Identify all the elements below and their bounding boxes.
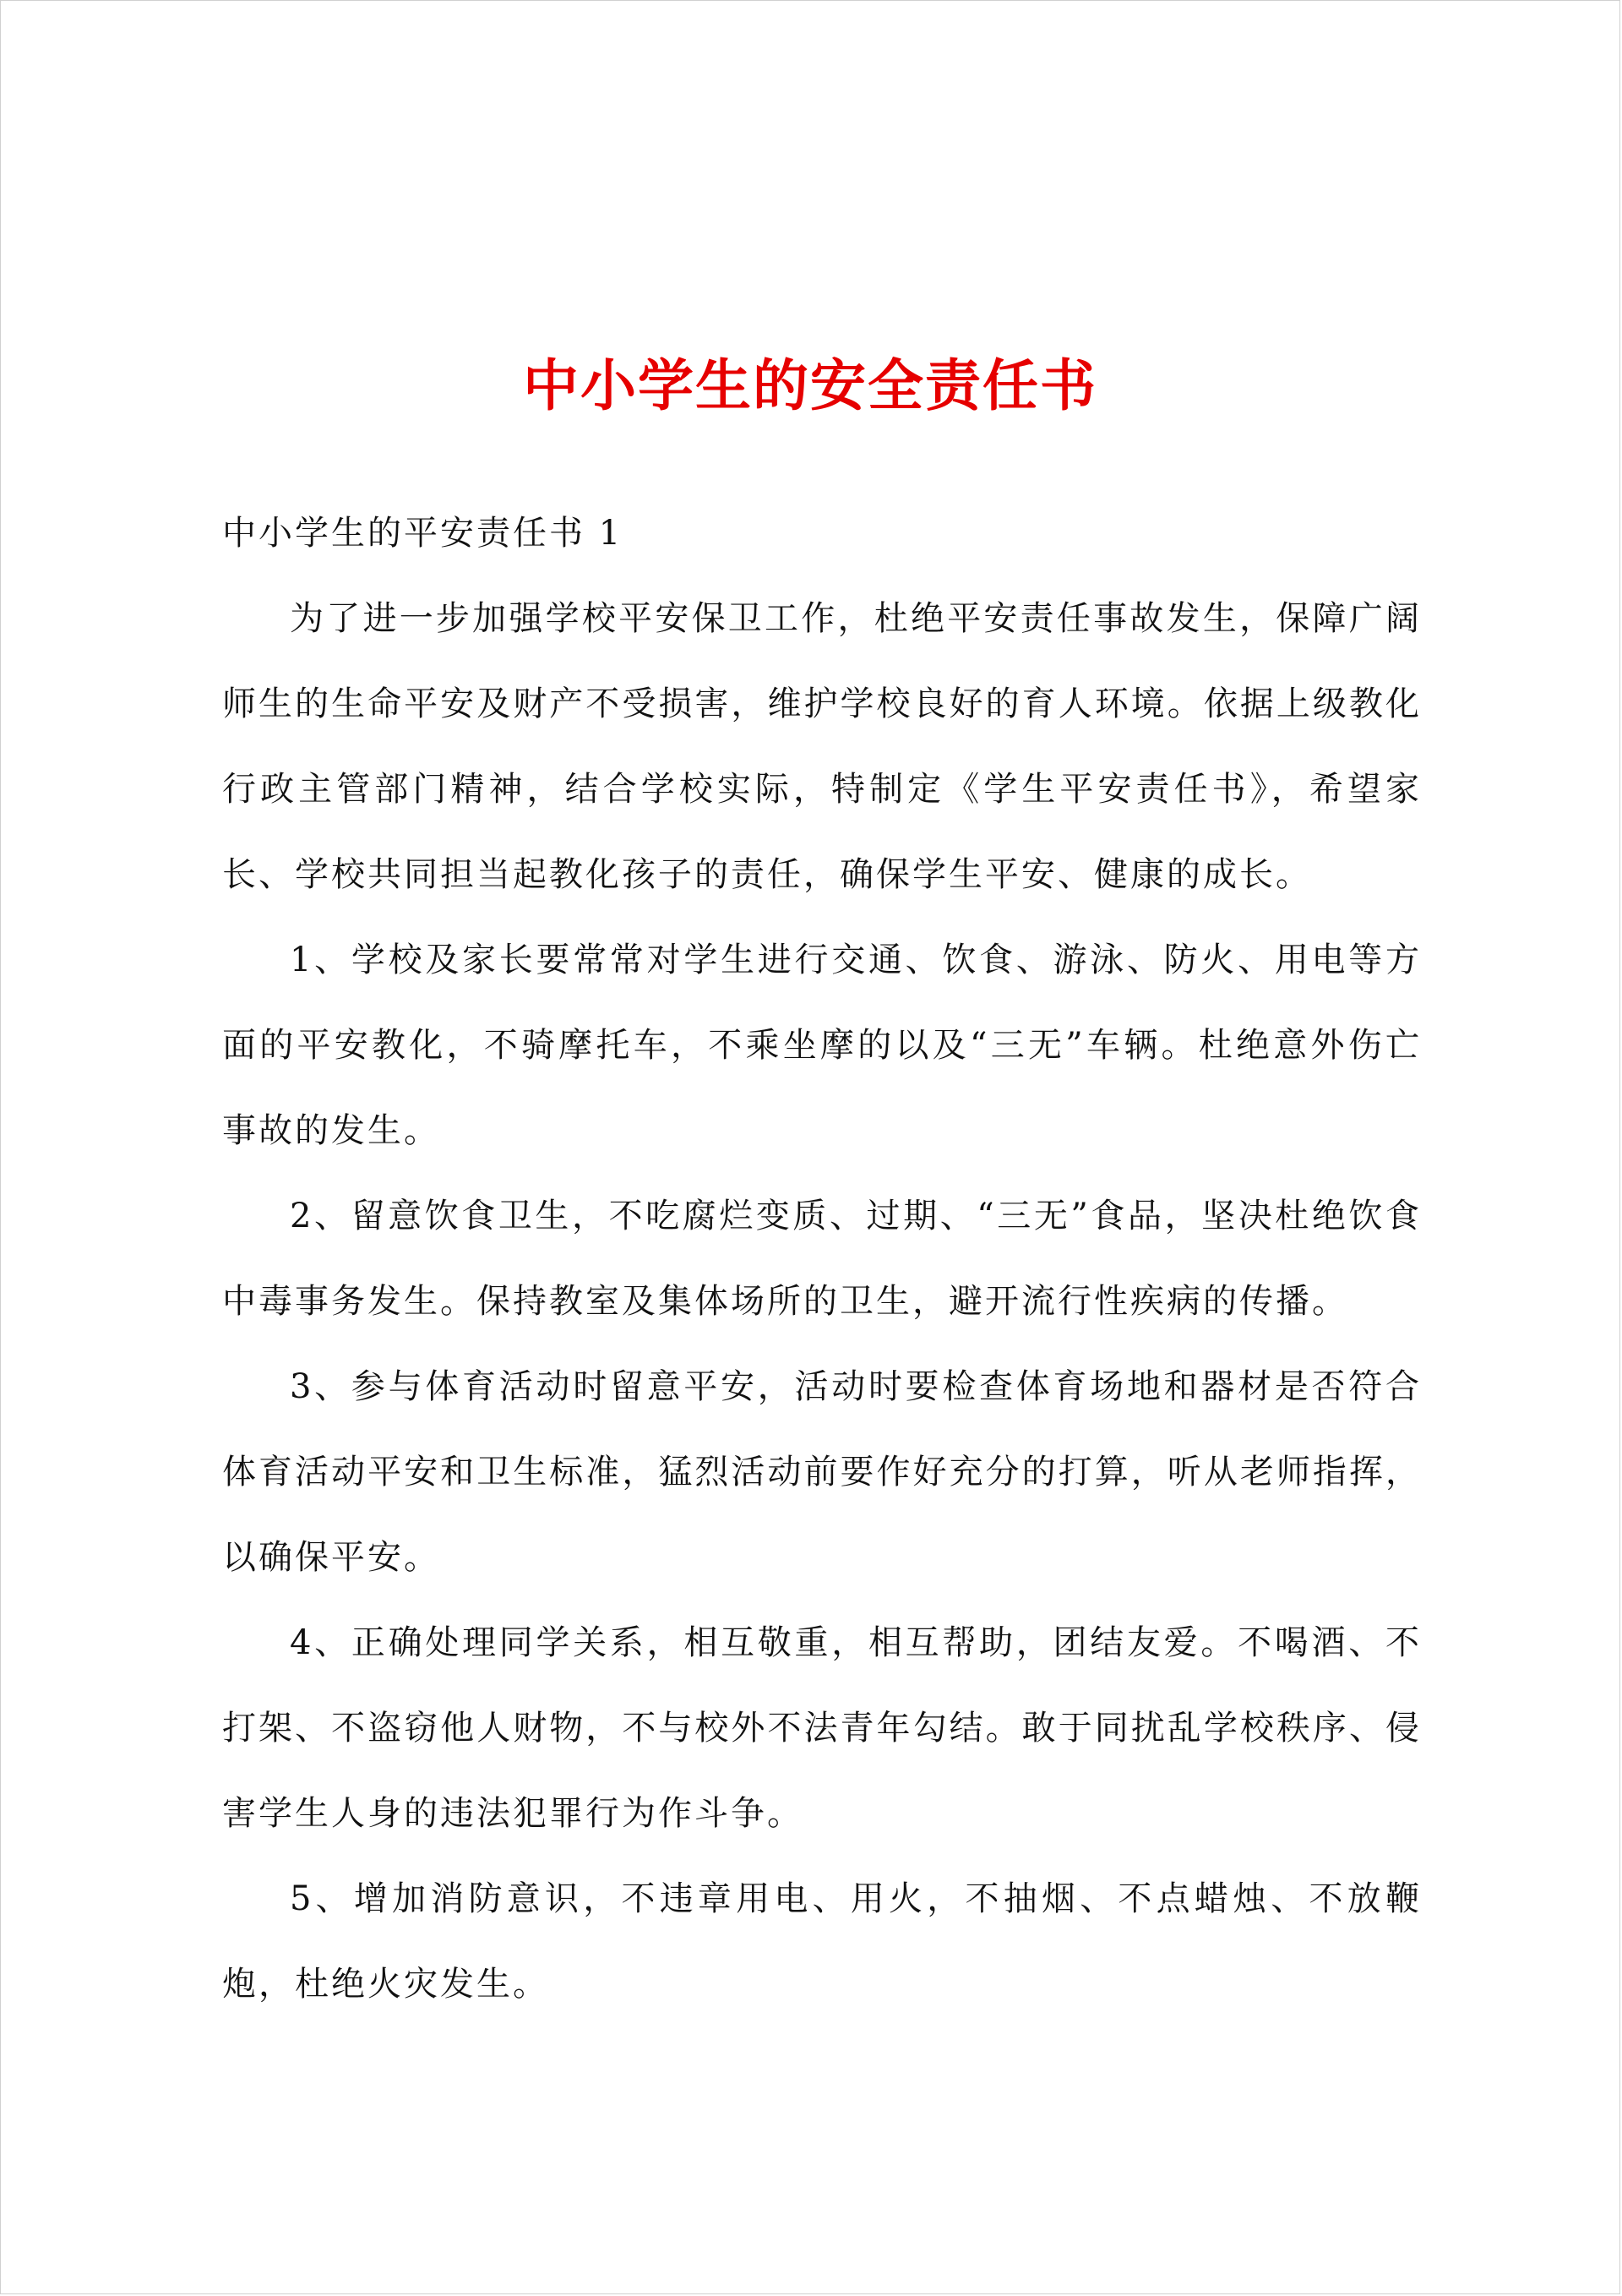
paragraph-item-5: 5、增加消防意识，不违章用电、用火，不抽烟、不点蜡烛、不放鞭炮，杜绝火灾发生。 [222,1879,1422,2004]
document-subtitle: 中小学生的平安责任书 1 [222,514,623,553]
paragraph-item-2: 2、留意饮食卫生，不吃腐烂变质、过期、“三无”食品，坚决杜绝饮食中毒事务发生。保持教室及集体场所的卫生，避开流行性疾病的传播。 [222,1197,1422,1321]
document-body [222,491,1422,2027]
paragraph-item-4: 4、正确处理同学关系，相互敬重，相互帮助，团结友爱。不喝酒、不打架、不盗窃他人财物，不与校外不法青年勾结。敢于同扰乱学校秩序、侵害学生人身的违法犯罪行为作斗争。 [222,1623,1422,1833]
paragraph-item-3: 3、参与体育活动时留意平安，活动时要检查体育场地和器材是否符合体育活动平安和卫生标准，猛烈活动前要作好充分的打算，听从老师指挥，以确保平安。 [222,1367,1422,1577]
paragraph-item-1: 1、学校及家长要常常对学生进行交通、饮食、游泳、防火、用电等方面的平安教化，不骑摩托车，不乘坐摩的以及“三无”车辆。杜绝意外伤亡事故的发生。 [222,941,1422,1150]
paragraph-intro: 为了进一步加强学校平安保卫工作，杜绝平安责任事故发生，保障广阔师生的生命平安及财产不受损害，维护学校良好的育人环境。依据上级教化行政主管部门精神，结合学校实际，特制定《学生平安责任书》，希望家长、学校共同担当起教化孩子的责任，确保学生平安、健康的成长。 [222,599,1422,894]
document-title: 中小学生的安全责任书 [523,352,1097,418]
